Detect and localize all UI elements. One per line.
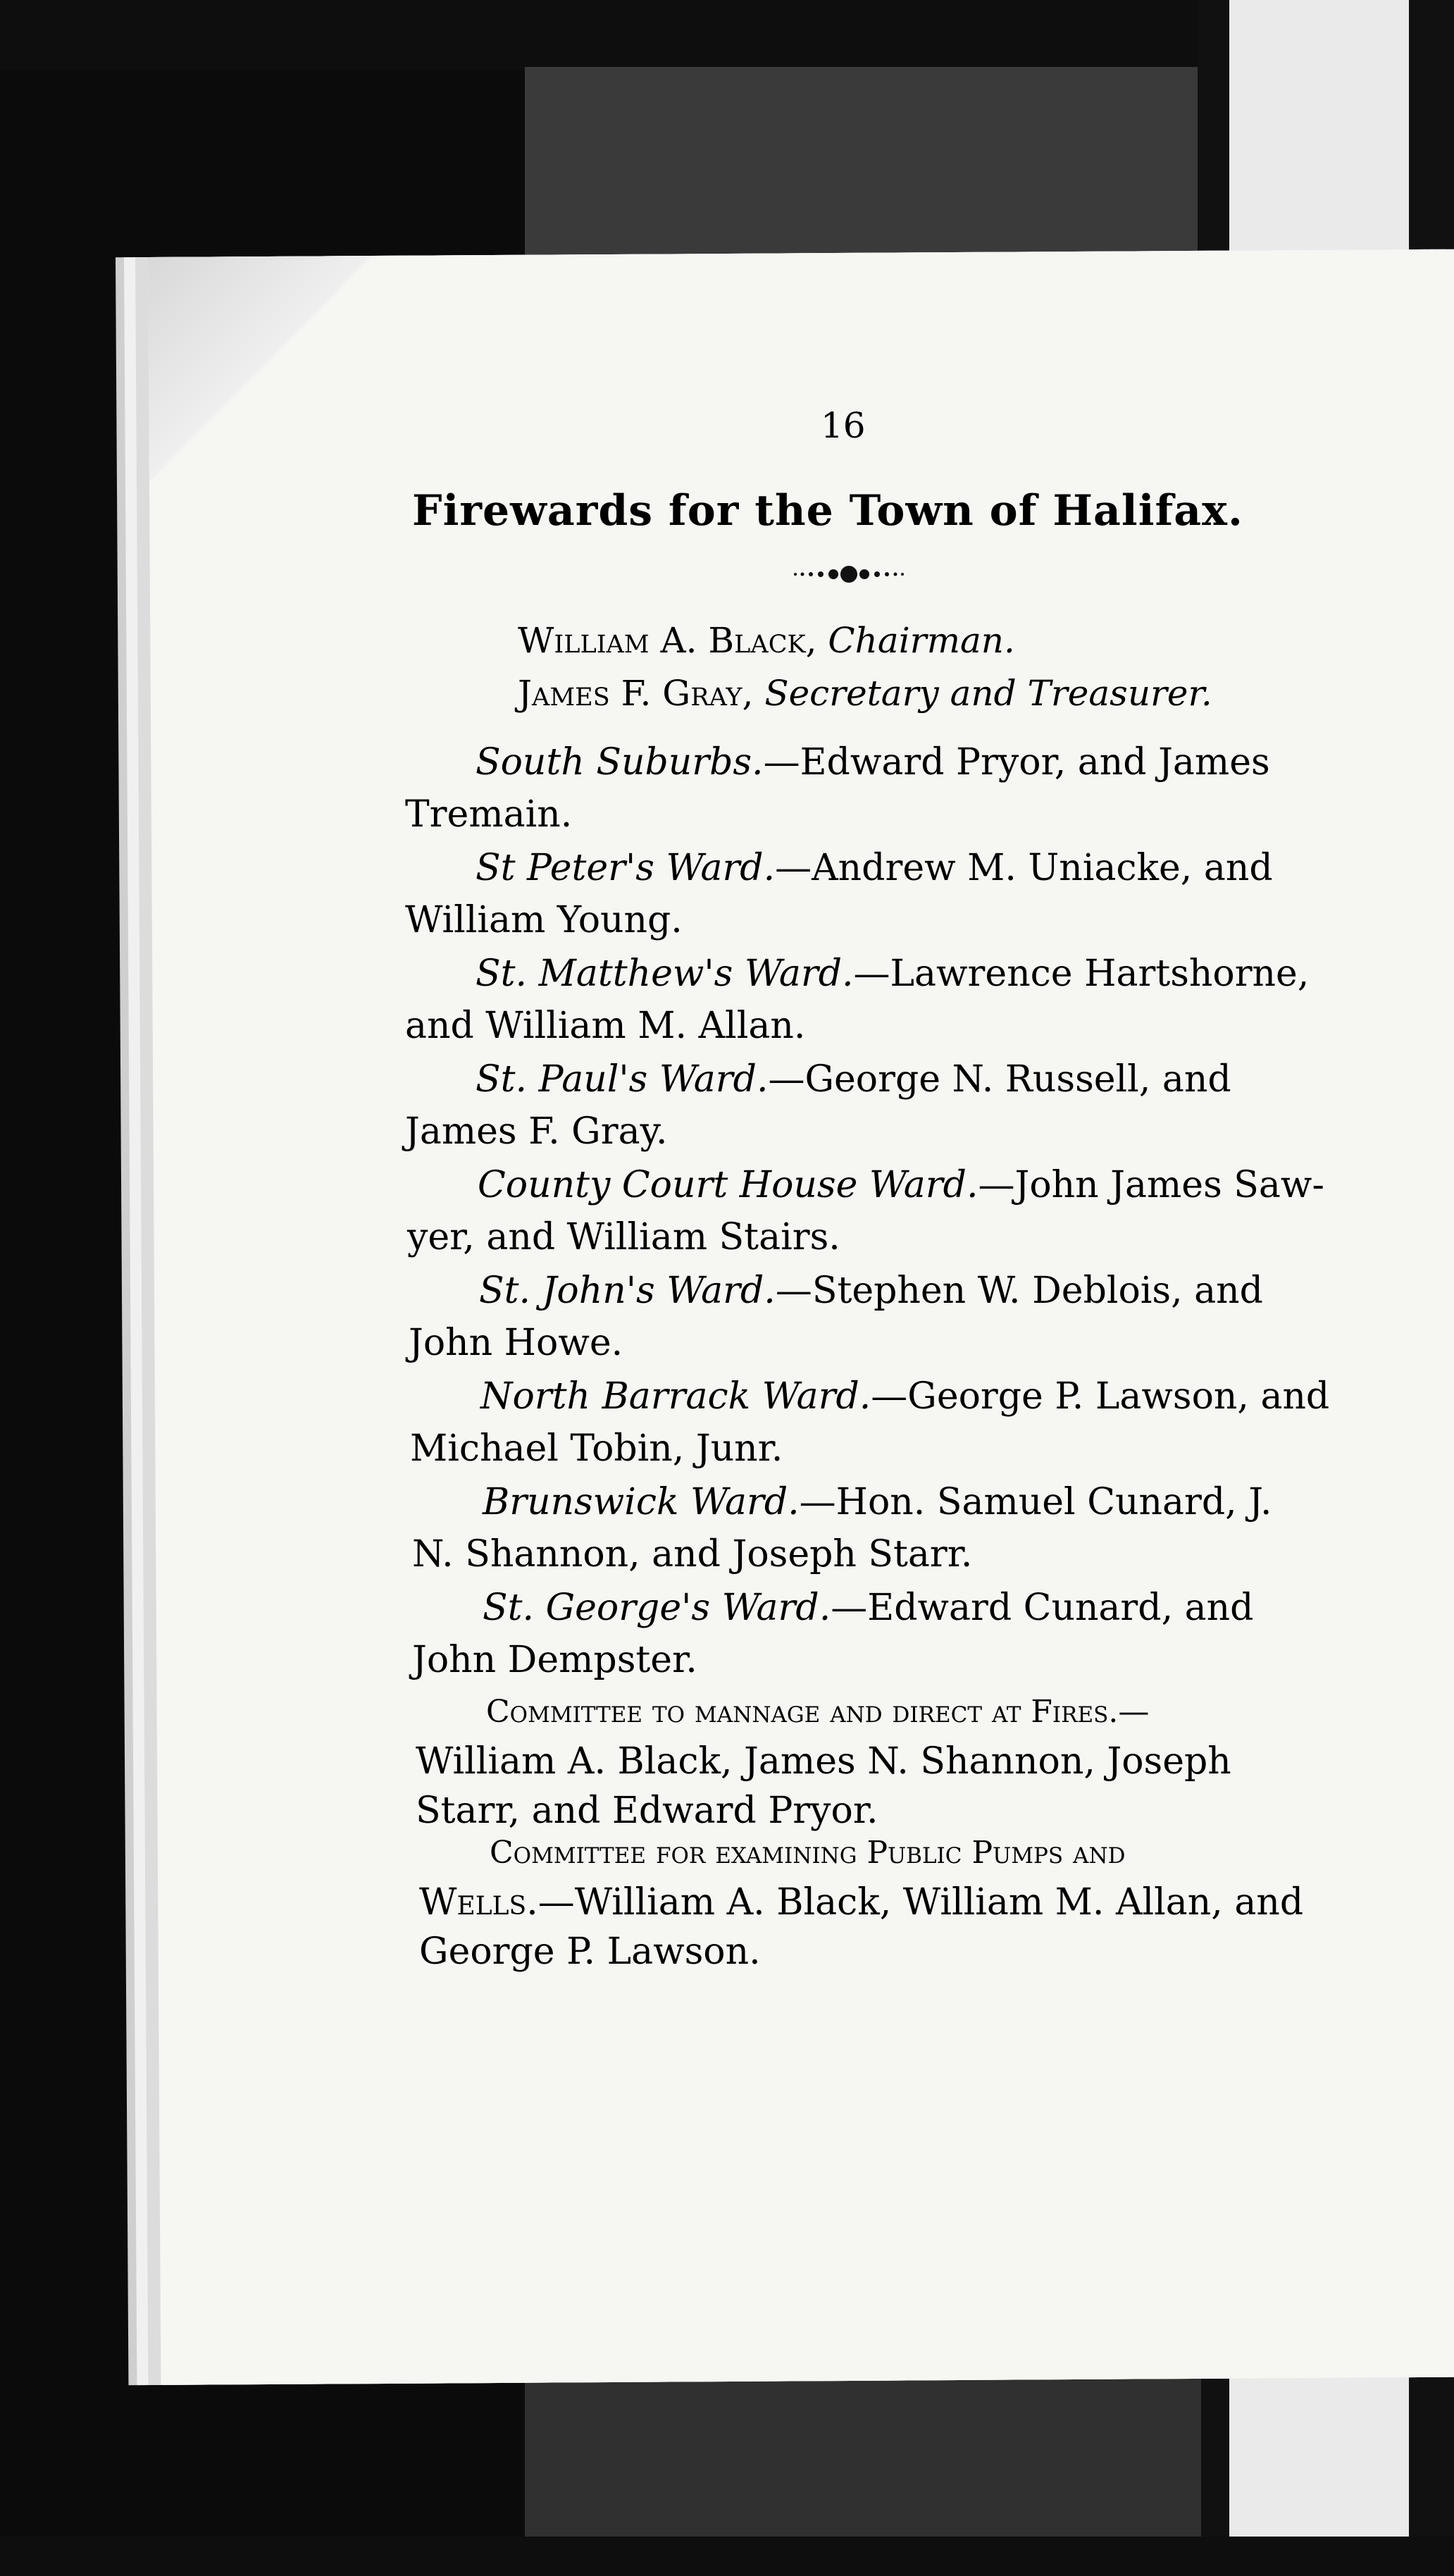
officer-name: James F. Gray, — [518, 673, 754, 714]
ward-entry-st-peters — [405, 842, 1448, 946]
ward-members: —John James Saw- — [978, 1164, 1324, 1206]
ward-members: —Lawrence Hartshorne, — [853, 953, 1310, 995]
officer-role: Secretary and Treasurer. — [764, 673, 1212, 714]
scan-background-bottom — [525, 2367, 1201, 2544]
ward-entry-south-suburbs — [405, 736, 1448, 841]
ward-entry-st-matthews — [405, 948, 1448, 1052]
officer-secretary — [518, 673, 1212, 714]
ward-members-cont: Tremain. — [405, 793, 573, 836]
committee-members-cont: George P. Lawson. — [419, 1931, 761, 1973]
ward-entry-st-johns — [409, 1265, 1451, 1369]
ward-name: South Suburbs. — [476, 741, 764, 784]
ward-name: St Peter's Ward. — [476, 847, 776, 889]
ward-members: —Stephen W. Deblois, and — [775, 1270, 1263, 1312]
ward-members-cont: and William M. Allan. — [405, 1005, 806, 1047]
ward-members-cont: James F. Gray. — [405, 1110, 668, 1153]
ward-entry-north-barrack — [410, 1370, 1453, 1475]
ward-name: St. George's Ward. — [483, 1587, 831, 1629]
ward-members: —George P. Lawson, and — [871, 1375, 1330, 1418]
ward-members-cont: John Howe. — [409, 1322, 623, 1364]
committee-heading: Committee for examining Public Pumps and — [490, 1835, 1126, 1871]
scan-border-bottom — [0, 2537, 1454, 2576]
ward-members: —Andrew M. Uniacke, and — [775, 847, 1273, 889]
ward-members: —Edward Cunard, and — [831, 1587, 1254, 1629]
ward-name: St. Paul's Ward. — [476, 1058, 769, 1101]
page-number: 16 — [821, 405, 866, 446]
ward-members: —George N. Russell, and — [768, 1058, 1231, 1101]
officer-chairman — [518, 620, 1015, 661]
committee-dash: — — [1118, 1694, 1150, 1730]
committee-heading-cont: Wells. — [419, 1881, 538, 1924]
officer-name: William A. Black, — [518, 620, 817, 661]
committee-members-cont: Starr, and Edward Pryor. — [416, 1790, 878, 1832]
ornament-divider — [778, 560, 919, 588]
ward-members-cont: William Young. — [405, 899, 683, 941]
committee-members: William A. Black, James N. Shannon, Joseph — [416, 1740, 1231, 1783]
ward-name: North Barrack Ward. — [480, 1375, 871, 1418]
ward-members: —Hon. Samuel Cunard, J. — [799, 1481, 1272, 1523]
officer-role: Chairman. — [828, 620, 1015, 661]
ward-members-cont: yer, and William Stairs. — [407, 1216, 840, 1258]
ward-members: —Edward Pryor, and James — [763, 741, 1270, 784]
ward-name: Brunswick Ward. — [483, 1481, 800, 1523]
ward-name: St. John's Ward. — [479, 1270, 776, 1312]
committee-members: —William A. Black, William M. Allan, and — [538, 1881, 1304, 1924]
ward-members-cont: John Dempster. — [412, 1639, 697, 1681]
ward-name: County Court House Ward. — [478, 1164, 978, 1206]
ward-entry-brunswick — [412, 1476, 1454, 1580]
ward-name: St. Matthew's Ward. — [476, 953, 854, 995]
committee-heading: Committee to mannage and direct at Fires. — [486, 1694, 1119, 1730]
committee-fires — [416, 1688, 1454, 1835]
ward-entry-county-court-house — [407, 1159, 1450, 1263]
ward-members-cont: N. Shannon, and Joseph Starr. — [412, 1533, 973, 1575]
page-title: Firewards for the Town of Halifax. — [412, 486, 1243, 535]
ward-entry-st-pauls — [405, 1053, 1448, 1158]
ward-members-cont: Michael Tobin, Junr. — [410, 1428, 783, 1470]
committee-pumps-wells — [419, 1828, 1454, 1976]
folded-corner — [148, 256, 417, 483]
ward-entry-st-georges — [412, 1582, 1454, 1686]
